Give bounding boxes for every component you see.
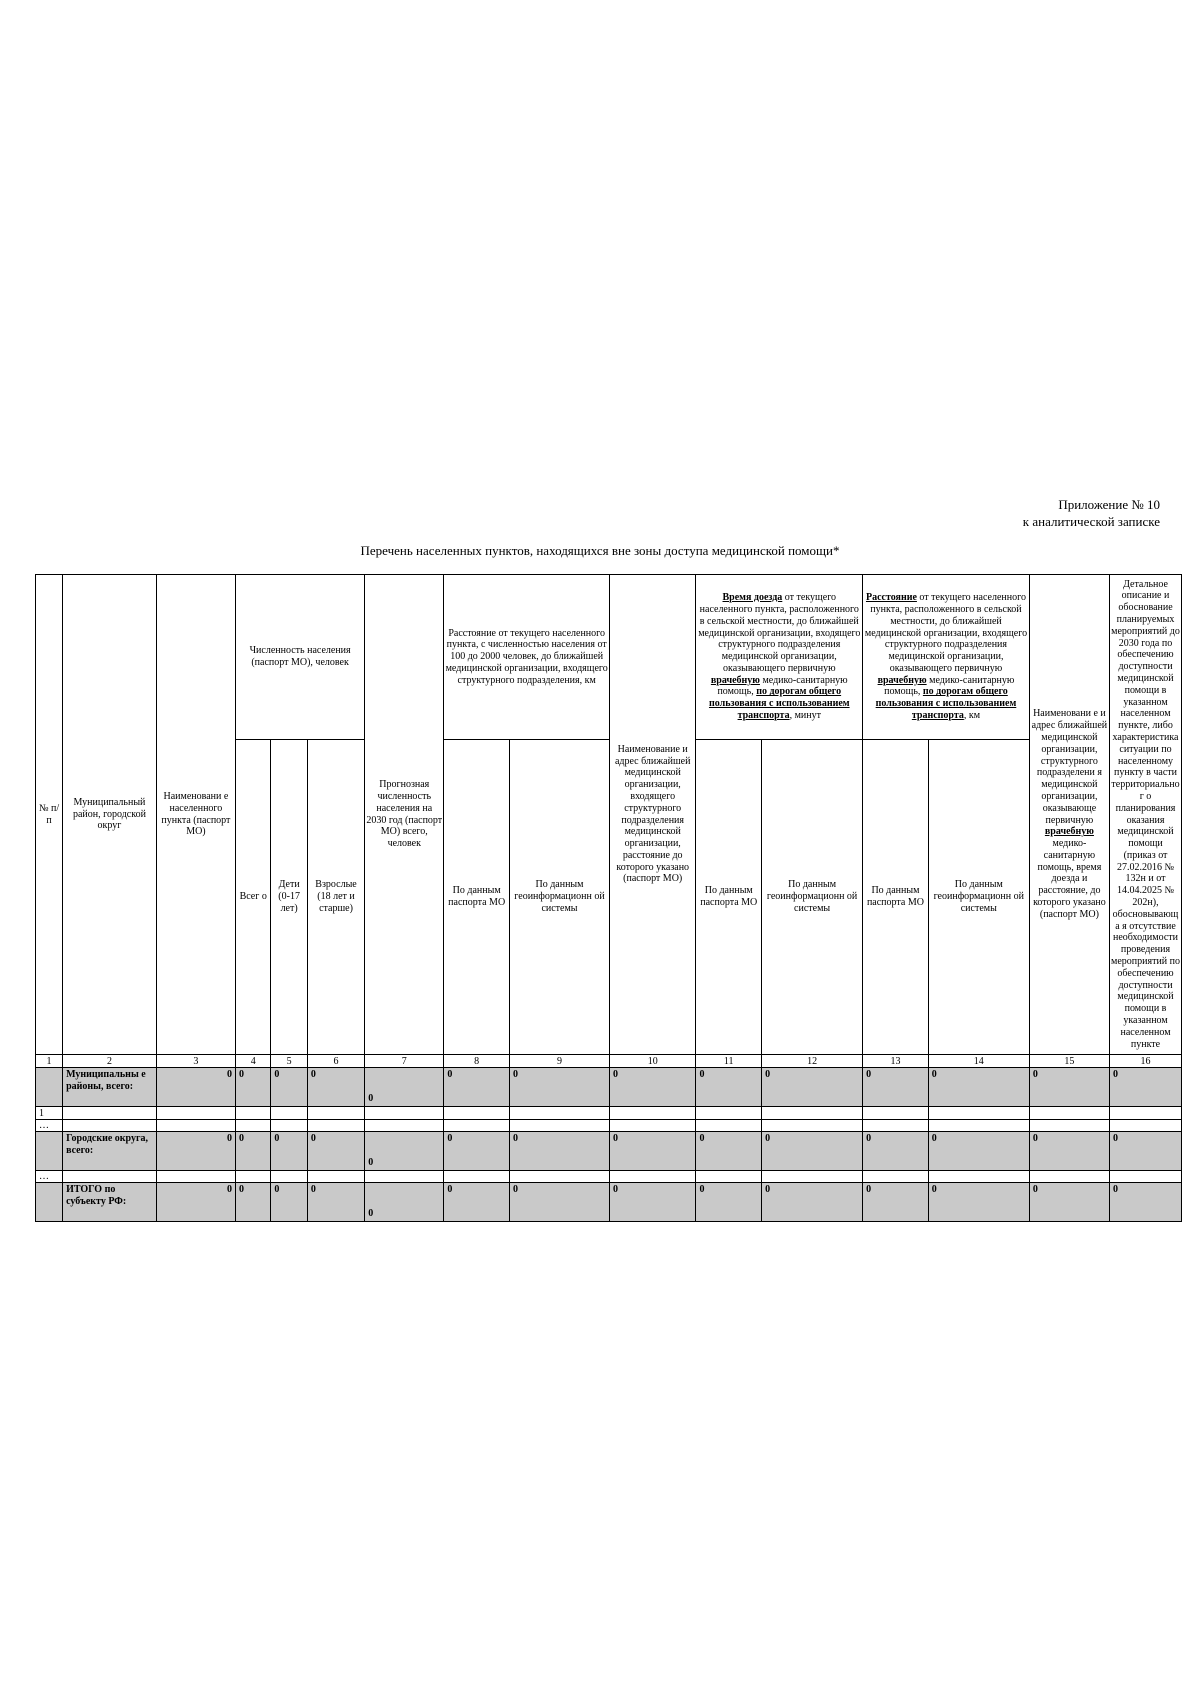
header-time-group bbox=[696, 575, 863, 740]
cell-empty bbox=[36, 1132, 63, 1171]
column-number: 3 bbox=[156, 1055, 235, 1068]
header-col7: Прогнозная численность населения на 2030 год (паспорт МО) всего, человек bbox=[365, 575, 444, 1055]
header-col2: Муниципальный район, городской округ bbox=[63, 575, 157, 1055]
column-number: 8 bbox=[444, 1055, 510, 1068]
value-cell: 0 bbox=[762, 1068, 863, 1107]
grand-total-row bbox=[36, 1183, 1182, 1222]
header-col10: Наименование и адрес ближайшей медицинской организации, входящего структурного подразделения медицинской организации, расстояние до которого указано (паспорт МО) bbox=[609, 575, 695, 1055]
column-number: 7 bbox=[365, 1055, 444, 1068]
dist2-group-p2: от текущего населенного пункта, расположенного в сельской местности, до ближайшей медицинской организации, входящего структурного подразделения медицинской организации, оказывающего первичную bbox=[864, 592, 1028, 674]
col15-p2: врачебную bbox=[1044, 826, 1094, 838]
value-cell: 0 bbox=[696, 1068, 762, 1107]
value-cell: 0 bbox=[1029, 1183, 1109, 1222]
value-cell: 0 bbox=[762, 1132, 863, 1171]
column-number: 16 bbox=[1110, 1055, 1182, 1068]
column-number: 1 bbox=[36, 1055, 63, 1068]
column-numbers-row bbox=[36, 1055, 1182, 1068]
column-number: 4 bbox=[236, 1055, 271, 1068]
value-cell: 0 bbox=[365, 1183, 444, 1222]
value-cell: 0 bbox=[236, 1183, 271, 1222]
header-col16: Детальное описание и обоснование планируемых мероприятий до 2030 года по обеспечению доступности медицинской помощи в указанном населенном пункте, либо характеристика ситуации по населенному пункту в части территориальног о планирования оказания медицинской помощи (приказ от 27.02.2016 № 132н и от 14.04.2025 № 202н), обосновывающа я отсутствие необходимости проведения мероприятий по обеспечению доступности медицинской помощи в указанном населенном пункте bbox=[1110, 575, 1182, 1055]
value-cell: 0 bbox=[307, 1183, 364, 1222]
appendix-note bbox=[1023, 496, 1160, 530]
value-cell: 0 bbox=[928, 1068, 1029, 1107]
value-cell: 0 bbox=[509, 1132, 609, 1171]
value-cell: 0 bbox=[271, 1132, 307, 1171]
time-group-p1: Время доезда bbox=[722, 592, 783, 604]
urban-total-row bbox=[36, 1132, 1182, 1171]
table-row bbox=[36, 1107, 1182, 1120]
header-col9: По данным геоинформационн ой системы bbox=[509, 740, 609, 1055]
dist2-group-p5: по дорогам общего пользования с использованием транспорта bbox=[875, 686, 1017, 722]
value-cell: 0 bbox=[609, 1183, 695, 1222]
value-cell: 0 bbox=[156, 1183, 235, 1222]
column-number: 14 bbox=[928, 1055, 1029, 1068]
value-cell: 0 bbox=[236, 1132, 271, 1171]
time-group-p4: медико-санитарную помощь, bbox=[717, 674, 848, 698]
header-col15 bbox=[1029, 575, 1109, 1055]
value-cell: 0 bbox=[444, 1068, 510, 1107]
value-cell: 0 bbox=[444, 1183, 510, 1222]
time-group-p5: по дорогам общего пользования с использованием транспорта bbox=[708, 686, 850, 722]
value-cell: 0 bbox=[236, 1068, 271, 1107]
municipal-total-row bbox=[36, 1068, 1182, 1107]
value-cell: 0 bbox=[928, 1132, 1029, 1171]
value-cell: 0 bbox=[928, 1183, 1029, 1222]
time-group-p2: от текущего населенного пункта, расположенного в сельской местности, до ближайшей медицинской организации, входящего структурного подразделения медицинской организации, оказывающего первичную bbox=[698, 592, 861, 674]
total-label: ИТОГО по субъекту РФ: bbox=[63, 1183, 157, 1222]
settlements-table bbox=[35, 574, 1182, 1222]
header-row-1 bbox=[36, 575, 1182, 740]
page-title: Перечень населенных пунктов, находящихся вне зоны доступа медицинской помощи* bbox=[360, 543, 840, 558]
column-number: 9 bbox=[509, 1055, 609, 1068]
dist2-group-p4: медико-санитарную помощь, bbox=[884, 674, 1015, 698]
value-cell: 0 bbox=[609, 1068, 695, 1107]
column-number: 10 bbox=[609, 1055, 695, 1068]
value-cell: 0 bbox=[307, 1132, 364, 1171]
dist2-group-p1: Расстояние bbox=[865, 592, 917, 604]
row-number: 1 bbox=[36, 1107, 63, 1120]
value-cell: 0 bbox=[156, 1068, 235, 1107]
value-cell: 0 bbox=[1110, 1183, 1182, 1222]
value-cell: 0 bbox=[271, 1183, 307, 1222]
col15-p1: Наименовани е и адрес ближайшей медицинской организации, структурного подразделени я медицинской организации, оказывающе первичную bbox=[1031, 708, 1108, 826]
column-number: 6 bbox=[307, 1055, 364, 1068]
cell-empty bbox=[36, 1068, 63, 1107]
value-cell: 0 bbox=[1110, 1132, 1182, 1171]
header-col12: По данным геоинформационн ой системы bbox=[762, 740, 863, 1055]
column-number: 11 bbox=[696, 1055, 762, 1068]
ellipsis-cell: … bbox=[36, 1120, 63, 1132]
column-number: 2 bbox=[63, 1055, 157, 1068]
col15-p3: медико-санитарную помощь, время доезда и расстояние, до которого указано (паспорт МО) bbox=[1033, 838, 1106, 920]
value-cell: 0 bbox=[1110, 1068, 1182, 1107]
value-cell: 0 bbox=[365, 1132, 444, 1171]
column-number: 13 bbox=[863, 1055, 929, 1068]
header-col3: Наименовани е населенного пункта (паспорт МО) bbox=[156, 575, 235, 1055]
value-cell: 0 bbox=[863, 1183, 929, 1222]
dist2-group-p3: врачебную bbox=[877, 674, 927, 686]
value-cell: 0 bbox=[156, 1132, 235, 1171]
ellipsis-cell: … bbox=[36, 1171, 63, 1183]
value-cell: 0 bbox=[365, 1068, 444, 1107]
value-cell: 0 bbox=[1029, 1068, 1109, 1107]
table-row bbox=[36, 1120, 1182, 1132]
table-row bbox=[36, 1171, 1182, 1183]
time-group-p3: врачебную bbox=[710, 674, 760, 686]
header-col6: Взрослые (18 лет и старше) bbox=[307, 740, 364, 1055]
value-cell: 0 bbox=[863, 1132, 929, 1171]
header-population-group: Численность населения (паспорт МО), человек bbox=[236, 575, 365, 740]
dist2-group-p6: , км bbox=[963, 710, 981, 722]
header-col13: По данным паспорта МО bbox=[863, 740, 929, 1055]
column-number: 5 bbox=[271, 1055, 307, 1068]
value-cell: 0 bbox=[609, 1132, 695, 1171]
value-cell: 0 bbox=[762, 1183, 863, 1222]
value-cell: 0 bbox=[863, 1068, 929, 1107]
column-number: 12 bbox=[762, 1055, 863, 1068]
value-cell: 0 bbox=[307, 1068, 364, 1107]
value-cell: 0 bbox=[509, 1183, 609, 1222]
value-cell: 0 bbox=[444, 1132, 510, 1171]
header-col8: По данным паспорта МО bbox=[444, 740, 510, 1055]
header-col5: Дети (0-17 лет) bbox=[271, 740, 307, 1055]
header-col11: По данным паспорта МО bbox=[696, 740, 762, 1055]
header-distance-group: Расстояние от текущего населенного пункта, с численностью населения от 100 до 2000 человек, до ближайшей медицинской организации, входящего структурного подразделения, км bbox=[444, 575, 610, 740]
value-cell: 0 bbox=[509, 1068, 609, 1107]
value-cell: 0 bbox=[1029, 1132, 1109, 1171]
header-dist2-group bbox=[863, 575, 1030, 740]
header-col1: № п/п bbox=[36, 575, 63, 1055]
appendix-line2: к аналитической записке bbox=[1022, 514, 1160, 529]
cell-empty bbox=[36, 1183, 63, 1222]
urban-label: Городские округа, всего: bbox=[63, 1132, 157, 1171]
header-col4: Всег о bbox=[236, 740, 271, 1055]
municipal-label: Муниципальны е районы, всего: bbox=[63, 1068, 157, 1107]
appendix-line1: Приложение № 10 bbox=[1058, 497, 1160, 512]
column-number: 15 bbox=[1029, 1055, 1109, 1068]
value-cell: 0 bbox=[696, 1183, 762, 1222]
value-cell: 0 bbox=[271, 1068, 307, 1107]
value-cell: 0 bbox=[696, 1132, 762, 1171]
header-col14: По данным геоинформационн ой системы bbox=[928, 740, 1029, 1055]
time-group-p6: , минут bbox=[789, 710, 821, 722]
